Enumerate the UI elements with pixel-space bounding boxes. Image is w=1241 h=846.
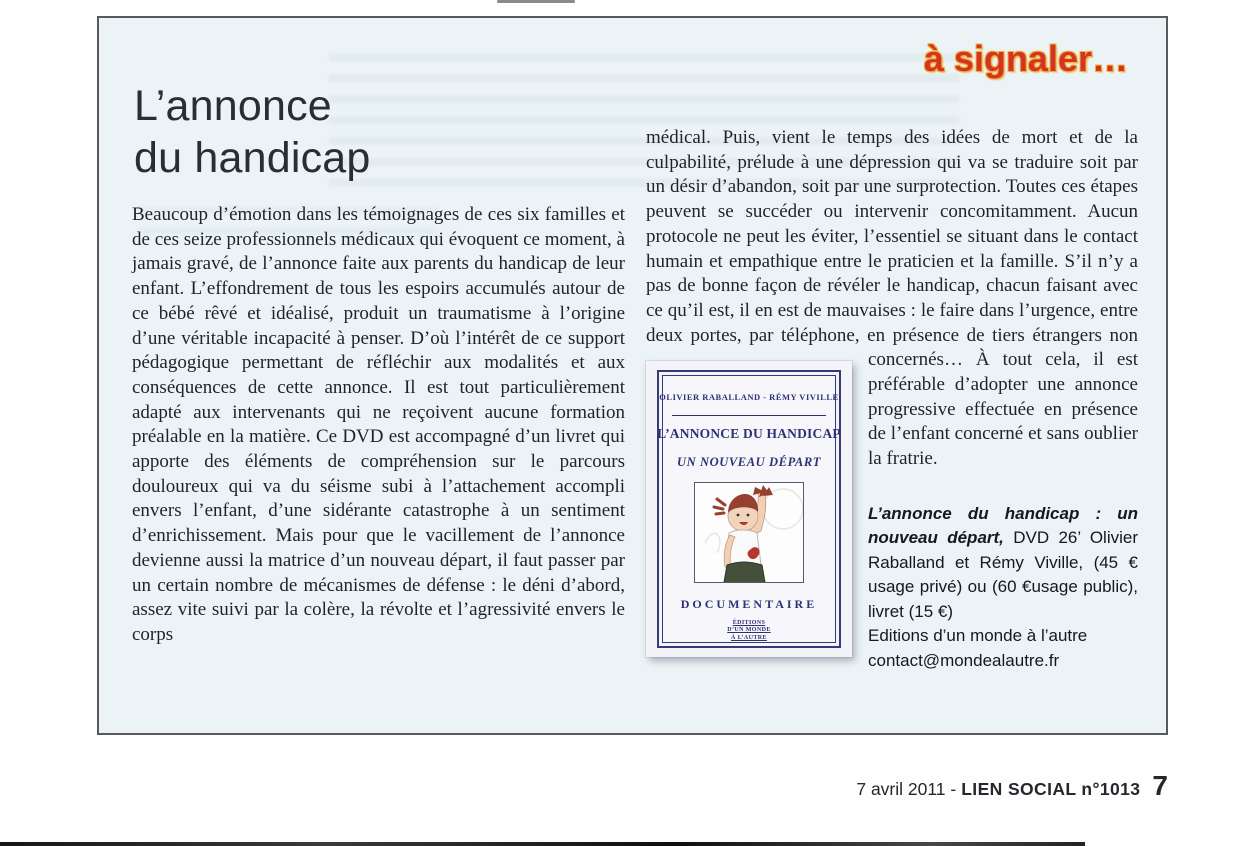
scan-artifact-bottom bbox=[0, 842, 1085, 846]
article-paragraph-right-start: médical. Puis, vient le temps des idées de mort et de la culpabilité, prélude à une dépression qui va se traduire soit par un désir d’abandon, soit par une surprotection. Toutes ces étapes peuvent se succéder ou intervenir concomitamment. Aucun protocole ne peut les éviter, l’essentiel se situant dans le contact humain et empathique entre le praticien et la famille. S’il n’y a pas de bonne façon de révéler le handicap, chacun faisant avec ce qu’il est, il en est de mauvaises : le faire dans l’urgence, entre deux portes, par téléphone, en présence de tiers étrangers non concernés… À tout bbox=[646, 127, 1138, 371]
dvd-subtitle: UN NOUVEAU DÉPART bbox=[676, 454, 821, 469]
dvd-illustration bbox=[694, 482, 804, 583]
dvd-authors: OLIVIER RABALLAND - RÉMY VIVILLE bbox=[659, 392, 839, 403]
dvd-divider bbox=[672, 415, 827, 416]
article-paragraph-left: Beaucoup d’émotion dans les témoignages de ces six familles et de ces seize professionnels médicaux qui évoquent ce moment, à jamais gravé, de l’annonce faite aux parents du handicap de leur enfant. L’effondrement de tous les espoirs accumulés autour de ce bébé rêvé et idéalisé, produit un traumatisme à l’origine d’une véritable incapacité à penser. D’où l’intérêt de ce support pédagogique permettant de réfléchir aux modalités et aux conséquences de cette annonce. Il est tout particulièrement adapté aux intervenants qui ne reçoivent aucune formation préalable en la matière. Ce DVD est accompagné d’un livret qui apporte des éléments de compréhension sur le parcours douloureux qui va du séisme subi à l’attachement accompli envers l’enfant, d’une sidérante catastrophe à un sentiment d’enrichissement. Mais pour que le vacillement de l’annonce devienne aussi la matrice d’un nouveau départ, il faut passer par un certain nombre de mécanismes de défense : le déni d’abord, assez vite suivi par la colère, la révolte et l’agressivité envers le corps bbox=[132, 204, 625, 645]
dvd-cover-inner bbox=[657, 375, 841, 643]
dvd-publisher-logo bbox=[727, 620, 771, 643]
scan-artifact-top bbox=[497, 0, 575, 3]
dvd-cover bbox=[646, 361, 852, 657]
footer-date: 7 avril 2011 - bbox=[856, 779, 957, 799]
article-title bbox=[134, 80, 371, 184]
page-footer bbox=[0, 770, 1168, 802]
dvd-publisher-line: À L’AUTRE bbox=[731, 634, 767, 641]
caption-contact-email: contact@mondealautre.fr bbox=[868, 650, 1060, 670]
caption-details: DVD 26’ Olivier Raballand et Rémy Viville, (45 € usage privé) ou (60 €usage public), livret (15 €) bbox=[868, 528, 1138, 621]
caption-publisher: Editions d’un monde à l’autre bbox=[868, 626, 1088, 646]
dvd-publisher-line: ÉDITIONS bbox=[732, 619, 766, 626]
footer-publication: LIEN SOCIAL n°1013 bbox=[961, 779, 1141, 799]
article-body-right-column bbox=[646, 126, 1138, 673]
article-title-line2: du handicap bbox=[134, 134, 371, 182]
footer-page-number: 7 bbox=[1152, 770, 1168, 801]
girl-illustration-svg bbox=[695, 483, 803, 583]
dvd-publisher-line: D’UN MONDE bbox=[727, 627, 771, 634]
article-paragraph-right-wrap: cela, il est préférable d’adopter une annonce progressive effectuée en présence de l’enfant concerné et sans oublier la fratrie. bbox=[868, 349, 1138, 470]
article-title-line1: L’annonce bbox=[134, 82, 332, 130]
dvd-title: L’ANNONCE DU HANDICAP bbox=[657, 426, 841, 442]
dvd-cover-frame bbox=[657, 370, 841, 648]
caption-title: L’annonce du handicap : un nouveau départ, bbox=[868, 503, 1138, 548]
dvd-genre: DOCUMENTAIRE bbox=[680, 597, 818, 612]
article-body-left-column bbox=[132, 203, 625, 648]
section-label: à signaler… bbox=[923, 38, 1128, 79]
article-panel bbox=[97, 16, 1168, 735]
